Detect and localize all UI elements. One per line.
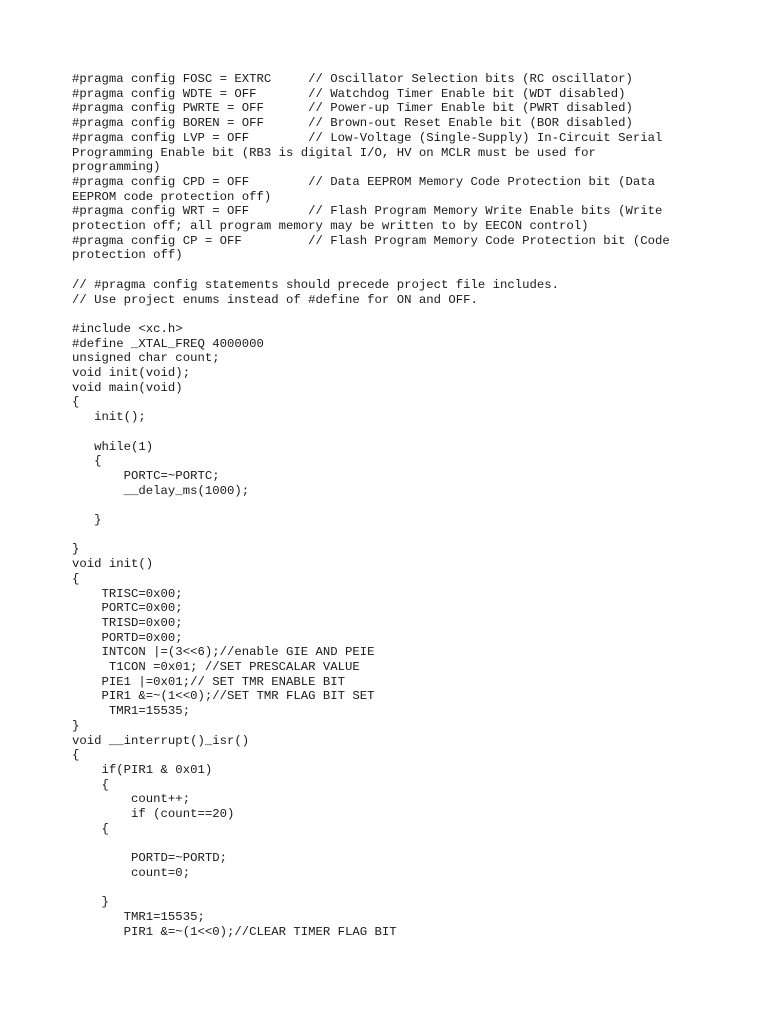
code-line: protection off; all program memory may be written to by EECON control) xyxy=(72,219,589,234)
code-line: #pragma config WDTE = OFF // Watchdog Timer Enable bit (WDT disabled) xyxy=(72,86,626,101)
code-line: while(1) xyxy=(72,439,154,454)
code-line: { xyxy=(72,821,109,836)
code-line: void init(void); xyxy=(72,366,191,381)
code-line: } xyxy=(72,718,80,733)
code-line: PORTD=~PORTD; xyxy=(72,851,227,866)
code-line: Programming Enable bit (RB3 is digital I/O, HV on MCLR must be used for xyxy=(72,145,596,160)
code-line: } xyxy=(72,895,109,910)
blank-line xyxy=(72,498,712,513)
code-line: { xyxy=(72,748,80,763)
blank-line xyxy=(72,263,712,278)
code-line: #pragma config LVP = OFF // Low-Voltage (Single-Supply) In-Circuit Serial xyxy=(72,130,663,145)
code-line: void init() xyxy=(72,557,154,572)
code-line: PORTC=~PORTC; xyxy=(72,468,220,483)
blank-line xyxy=(72,836,712,851)
code-line: if(PIR1 & 0x01) xyxy=(72,762,213,777)
code-line: { xyxy=(72,454,102,469)
code-line: // #pragma config statements should precede project file includes. xyxy=(72,277,560,292)
code-line: #pragma config CP = OFF // Flash Program Memory Code Protection bit (Code xyxy=(72,233,670,248)
code-line: programming) xyxy=(72,160,161,175)
code-line: #pragma config BOREN = OFF // Brown-out Reset Enable bit (BOR disabled) xyxy=(72,116,633,131)
code-line: EEPROM code protection off) xyxy=(72,189,272,204)
code-line: unsigned char count; xyxy=(72,351,220,366)
code-line: TRISC=0x00; xyxy=(72,586,183,601)
code-line: INTCON |=(3<<6);//enable GIE AND PEIE xyxy=(72,645,375,660)
code-line: #pragma config CPD = OFF // Data EEPROM Memory Code Protection bit (Data xyxy=(72,174,655,189)
code-line: { xyxy=(72,777,109,792)
code-line: #define _XTAL_FREQ 4000000 xyxy=(72,336,264,351)
code-line: __delay_ms(1000); xyxy=(72,483,250,498)
code-line: #pragma config WRT = OFF // Flash Program Memory Write Enable bits (Write xyxy=(72,204,663,219)
blank-line xyxy=(72,528,712,543)
code-line: PIR1 &=~(1<<0);//CLEAR TIMER FLAG BIT xyxy=(72,924,397,939)
code-line: } xyxy=(72,513,102,528)
code-line: #include <xc.h> xyxy=(72,321,183,336)
code-line: PORTC=0x00; xyxy=(72,601,183,616)
code-line: #pragma config PWRTE = OFF // Power-up Timer Enable bit (PWRT disabled) xyxy=(72,101,633,116)
code-listing xyxy=(72,72,712,939)
code-line: } xyxy=(72,542,80,557)
code-line: count=0; xyxy=(72,865,191,880)
code-line: init(); xyxy=(72,410,146,425)
code-line: count++; xyxy=(72,792,191,807)
code-line: // Use project enums instead of #define for ON and OFF. xyxy=(72,292,478,307)
code-line: protection off) xyxy=(72,248,183,263)
blank-line xyxy=(72,881,712,896)
code-line: PORTD=0x00; xyxy=(72,630,183,645)
blank-line xyxy=(72,307,712,322)
code-line: TRISD=0x00; xyxy=(72,615,183,630)
code-line: PIR1 &=~(1<<0);//SET TMR FLAG BIT SET xyxy=(72,689,375,704)
code-line: TMR1=15535; xyxy=(72,909,205,924)
code-line: { xyxy=(72,571,80,586)
code-line: PIE1 |=0x01;// SET TMR ENABLE BIT xyxy=(72,674,346,689)
code-line: { xyxy=(72,395,80,410)
blank-line xyxy=(72,425,712,440)
code-line: void main(void) xyxy=(72,380,183,395)
code-line: TMR1=15535; xyxy=(72,704,191,719)
code-line: void __interrupt()_isr() xyxy=(72,733,250,748)
code-line: if (count==20) xyxy=(72,807,235,822)
code-line: T1CON =0x01; //SET PRESCALAR VALUE xyxy=(72,660,360,675)
code-line: #pragma config FOSC = EXTRC // Oscillator Selection bits (RC oscillator) xyxy=(72,72,633,86)
